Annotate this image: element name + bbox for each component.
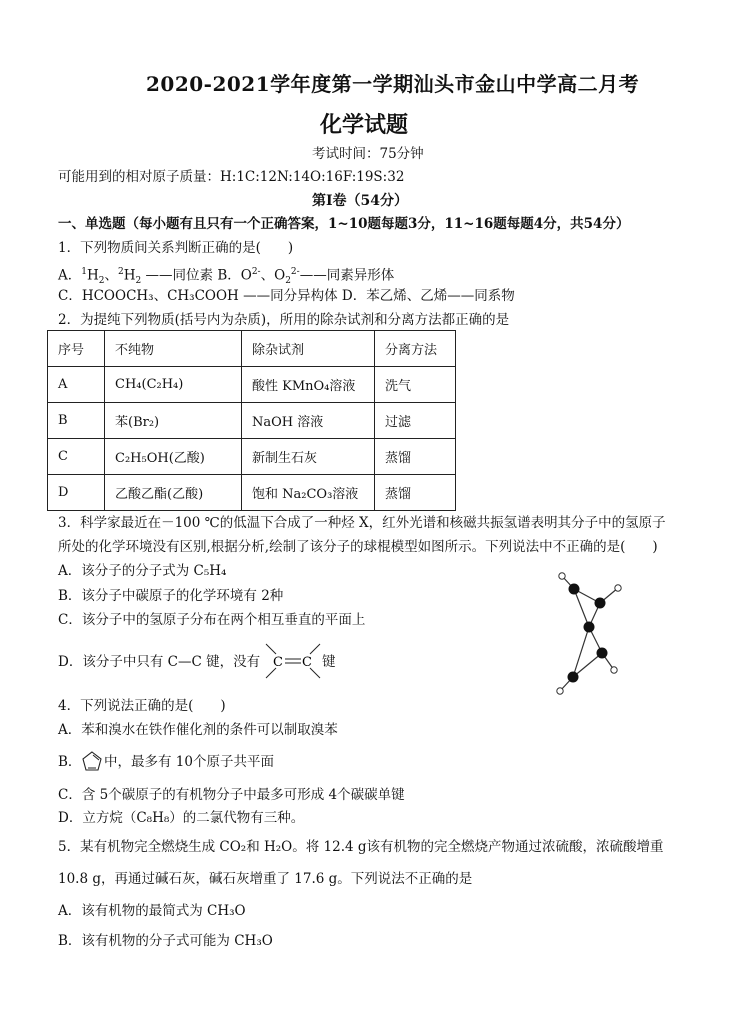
q1-a-text1: ——同位素 B．O (141, 267, 252, 284)
q5-stem-line2: 10.8 g，再通过碱石灰，碱石灰增重了 17.6 g。下列说法不正确的是 (58, 871, 473, 887)
q1-a-sep: 、 (104, 267, 118, 284)
cyclopentadiene-icon (80, 750, 104, 772)
table-row (48, 403, 456, 439)
q4-option-a: A．苯和溴水在铁作催化剂的条件可以制取溴苯 (58, 722, 338, 738)
section-heading: 一、单选题（每小题有且只有一个正确答案，1~10题每题3分，11~16题每题4分，共54分） (58, 216, 630, 232)
table-cell: C₂H₅OH(乙酸) (105, 439, 242, 475)
carbon-atom (584, 622, 595, 633)
q2-table (47, 330, 456, 511)
table-cell: 乙酸乙酯(乙酸) (105, 475, 242, 511)
table-cell: 过滤 (375, 403, 456, 439)
double-bond-diagram (262, 640, 324, 682)
header-cell: 除杂试剂 (242, 331, 375, 367)
table-cell: NaOH 溶液 (242, 403, 375, 439)
table-row (48, 439, 456, 475)
q2-stem: 2．为提纯下列物质(括号内为杂质)，所用的除杂试剂和分离方法都正确的是 (58, 312, 510, 328)
q1-option-cd: C．HCOOCH₃、CH₃COOH ——同分异构体 D．苯乙烯、乙烯——同系物 (58, 288, 515, 304)
q1-a-h2: H (123, 267, 136, 284)
header-cell: 序号 (48, 331, 105, 367)
q1-a-mass2: 2 (118, 267, 124, 277)
q1-a-mass1: 1 (81, 267, 87, 277)
q1-a-prefix: A． (58, 267, 82, 284)
q5-stem-line1: 5．某有机物完全燃烧生成 CO₂和 H₂O。将 12.4 g该有机物的完全燃烧产物通过浓硫酸，浓硫酸增重 (58, 839, 664, 855)
table-cell: C (48, 439, 105, 475)
atomic-masses: 可能用到的相对原子质量：H:1C:12N:14O:16F:19S:32 (58, 169, 405, 185)
q3-option-a: A．该分子的分子式为 C₅H₄ (58, 563, 227, 579)
table-cell: A (48, 367, 105, 403)
q1-a-h1: H (86, 267, 99, 284)
q4-stem: 4．下列说法正确的是( ) (58, 698, 226, 714)
q1-a-sub2: 2 (135, 276, 142, 287)
table-cell: 新制生石灰 (242, 439, 375, 475)
q1-b-charge1: 2- (251, 267, 261, 277)
carbon-atom (569, 584, 580, 595)
table-cell: 洗气 (375, 367, 456, 403)
q5-option-a: A．该有机物的最简式为 CH₃O (58, 903, 246, 919)
header-cell: 不纯物 (105, 331, 242, 367)
q1-b-charge2: 2- (290, 267, 300, 277)
q1-b-text3: ——同素异形体 (299, 267, 395, 284)
q4-option-b: 中，最多有 10个原子共平面 (104, 754, 274, 770)
q4-option-d: D．立方烷（C₈H₈）的二氯代物有三种。 (58, 810, 305, 826)
table-cell: 蒸馏 (375, 475, 456, 511)
table-row (48, 475, 456, 511)
table-cell: D (48, 475, 105, 511)
hydrogen-atom (611, 667, 617, 673)
q3-d-suffix: 键 (322, 654, 336, 670)
table-cell: CH₄(C₂H₄) (105, 367, 242, 403)
carbon-atom (568, 672, 579, 683)
q3-stem-line1: 3．科学家最近在－100 ℃的低温下合成了一种烃 X，红外光谱和核磁共振氢谱表明其分子中的氢原子 (58, 515, 666, 531)
table-cell: 饱和 Na₂CO₃溶液 (242, 475, 375, 511)
q1-stem: 1．下列物质间关系判断正确的是( ) (58, 240, 294, 256)
table-cell: 酸性 KMnO₄溶液 (242, 367, 375, 403)
hydrogen-atom (557, 688, 563, 694)
table-cell: 蒸馏 (375, 439, 456, 475)
table-cell: B (48, 403, 105, 439)
q3-d-prefix: D．该分子中只有 C—C 键，没有 (58, 654, 261, 670)
q1-a-sub1: 2 (98, 276, 105, 287)
q1-b-sub: 2 (285, 276, 291, 287)
q1-b-text2: 、O (260, 267, 286, 284)
carbon-atom (595, 598, 606, 609)
exam-title: 2020-2021学年度第一学期汕头市金山中学高二月考 (146, 72, 640, 96)
header-cell: 分离方法 (375, 331, 456, 367)
part-heading: 第Ⅰ卷（54分） (312, 193, 409, 209)
q4-option-c: C．含 5个碳原子的有机物分子中最多可形成 4个碳碳单键 (58, 787, 405, 803)
exam-time: 考试时间：75分钟 (312, 146, 424, 162)
q3-option-c: C．该分子中的氢原子分布在两个相互垂直的平面上 (58, 612, 366, 628)
table-header-row (48, 331, 456, 367)
hydrogen-atom (615, 585, 621, 591)
q4-option-b-prefix: B． (58, 754, 82, 770)
table-row (48, 367, 456, 403)
carbon-label-right: C (302, 655, 312, 670)
ball-stick-model (548, 566, 628, 700)
hydrogen-atom (559, 573, 565, 579)
carbon-atom (597, 648, 608, 659)
table-cell: 苯(Br₂) (105, 403, 242, 439)
carbon-label-left: C (273, 655, 283, 670)
q3-option-d (58, 653, 260, 671)
q3-option-b: B．该分子中碳原子的化学环境有 2种 (58, 588, 284, 604)
q3-stem-line2: 所处的化学环境没有区别,根据分析,绘制了该分子的球棍模型如图所示。下列说法中不正确的是( ) (58, 539, 658, 555)
q5-option-b: B．该有机物的分子式可能为 CH₃O (58, 933, 273, 949)
subject-title: 化学试题 (320, 112, 409, 138)
